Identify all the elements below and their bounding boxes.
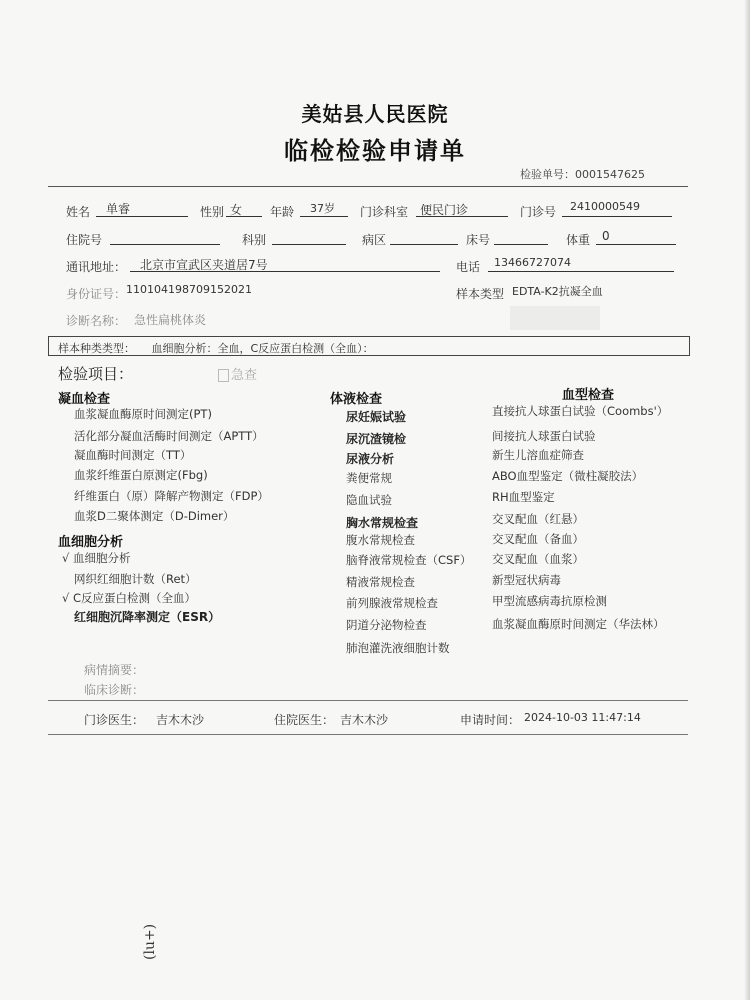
body-fluid-item: 隐血试验: [346, 493, 392, 507]
urgent-checkbox: [218, 364, 257, 383]
hospital-name: 美姑县人民医院: [301, 102, 449, 126]
bed-underline: [494, 244, 548, 245]
weight-label: 体重: [566, 233, 591, 247]
inpatient-doctor-label: 住院医生：: [274, 713, 335, 727]
body-fluid-item: 肺泡灌洗液细胞计数: [346, 641, 450, 655]
blood-cell-item: √ C反应蛋白检测（全血）: [62, 591, 197, 605]
bed-label: 床号: [466, 233, 491, 247]
blood-cell-item: 红细胞沉降率测定（ESR）: [74, 610, 221, 624]
sample-items-text: 样本种类类型： 血细胞分析：全血，C反应蛋白检测（全血）：: [58, 342, 374, 355]
address-underline: [130, 271, 440, 272]
body-fluid-item: 脑脊液常规检查（CSF）: [346, 553, 472, 567]
phone-label: 电话: [456, 260, 481, 274]
dept-underline: [416, 216, 508, 217]
phone-value: 13466727074: [494, 256, 571, 269]
weight-underline: [596, 244, 676, 245]
blood-type-item: 血浆凝血酶原时间测定（华法林）: [492, 617, 665, 631]
sample-value: EDTA-K2抗凝全血: [512, 285, 603, 298]
urgent-label: 急查: [231, 368, 258, 383]
form-number: 检验单号：0001547625: [520, 168, 645, 181]
blood-cell-item: √ 血细胞分析: [62, 551, 131, 565]
ward-label: 病区: [362, 233, 387, 247]
blood-type-item: 甲型流感病毒抗原检测: [492, 594, 607, 608]
gender-value: 女: [230, 203, 243, 217]
footer-bottom-divider: [48, 734, 688, 735]
age-value: 37岁: [310, 202, 335, 215]
outpatient-no-underline: [562, 216, 672, 217]
outpatient-doctor-value: 吉木木沙: [156, 713, 205, 727]
blood-type-item: 新型冠状病毒: [492, 573, 561, 587]
age-label: 年龄: [270, 205, 295, 219]
request-time-label: 申请时间：: [460, 713, 521, 727]
dept-label: 门诊科室: [360, 205, 409, 219]
address-value: 北京市宣武区夹道居7号: [140, 258, 268, 272]
name-value: 单睿: [106, 202, 131, 216]
id-value: 110104198709152021: [126, 283, 252, 296]
coag-item: 纤维蛋白（原）降解产物测定（FDP）: [74, 489, 269, 503]
body-fluid-item: 胸水常规检查: [346, 516, 419, 530]
body-fluid-item: 腹水常规检查: [346, 533, 415, 547]
body-fluid-item: 前列腺液常规检查: [346, 596, 438, 610]
body-fluid-item: 精液常规检查: [346, 575, 415, 589]
diagnosis-value: 急性扁桃体炎: [134, 313, 207, 327]
outpatient-no-label: 门诊号: [520, 205, 557, 219]
body-fluid-item: 尿液分析: [346, 452, 395, 466]
form-title: 临检检验申请单: [284, 136, 466, 165]
body-fluid-item: 尿沉渣镜检: [346, 432, 407, 446]
test-items-label: 检验项目：: [58, 365, 134, 383]
inpatient-no-label: 住院号: [66, 233, 103, 247]
clinical-diagnosis-label: 临床诊断：: [84, 683, 145, 697]
outpatient-no-value: 2410000549: [570, 200, 640, 213]
request-time-value: 2024-10-03 11:47:14: [524, 711, 641, 724]
blood-type-item: 交叉配血（红悬）: [492, 512, 584, 526]
name-label: 姓名: [66, 205, 91, 219]
blood-type-item: RH血型鉴定: [492, 490, 555, 504]
blood-type-item: 交叉配血（备血）: [492, 532, 584, 546]
name-underline: [96, 216, 188, 217]
weight-value: 0: [602, 229, 610, 243]
coag-item: 血浆纤维蛋白原测定(Fbg): [74, 468, 208, 482]
body-fluid-title: 体液检查: [330, 392, 383, 407]
inpatient-doctor-value: 吉木木沙: [340, 713, 389, 727]
history-label: 病情摘要：: [84, 663, 145, 677]
coag-item: 血浆D二聚体测定（D-Dimer）: [74, 509, 235, 523]
dept-value: 便民门诊: [420, 203, 469, 217]
sample-label: 样本类型: [456, 287, 505, 301]
gender-label: 性别: [200, 205, 225, 219]
gender-underline: [226, 216, 262, 217]
ward-dept-underline: [272, 244, 346, 245]
stamp-smudge: [510, 306, 600, 330]
coag-item: 活化部分凝血活酶时间测定（APTT）: [74, 429, 264, 443]
blood-type-title: 血型检查: [562, 388, 615, 403]
footer-top-divider: [48, 700, 688, 701]
coag-item: 血浆凝血酶原时间测定(PT): [74, 407, 212, 421]
inpatient-no-underline: [110, 244, 220, 245]
diagnosis-label: 诊断名称：: [66, 314, 127, 328]
outpatient-doctor-label: 门诊医生：: [84, 713, 145, 727]
top-divider: [48, 186, 688, 187]
body-fluid-item: 粪便常规: [346, 471, 392, 485]
blood-cell-item: 网织红细胞计数（Ret）: [74, 572, 197, 586]
id-label: 身份证号：: [66, 287, 127, 301]
coag-item: 凝血酶时间测定（TT）: [74, 448, 192, 462]
blood-cell-title: 血细胞分析: [58, 535, 124, 550]
blood-type-item: 交叉配血（血浆）: [492, 552, 584, 566]
address-label: 通讯地址：: [66, 260, 127, 274]
handwritten-note: (lu+): [142, 923, 158, 960]
scan-edge-shadow: [744, 0, 750, 1000]
age-underline: [300, 216, 348, 217]
blood-type-item: ABO血型鉴定（微柱凝胶法）: [492, 469, 644, 483]
body-fluid-item: 阴道分泌物检查: [346, 618, 427, 632]
blood-type-item: 直接抗人球蛋白试验（Coombs'）: [492, 404, 669, 418]
body-fluid-item: 尿妊娠试验: [346, 410, 407, 424]
blood-type-item: 新生儿溶血症筛查: [492, 448, 584, 462]
ward-underline: [390, 244, 458, 245]
ward-dept-label: 科别: [242, 233, 267, 247]
phone-underline: [488, 271, 674, 272]
coag-title: 凝血检查: [58, 392, 111, 407]
blood-type-item: 间接抗人球蛋白试验: [492, 429, 596, 443]
